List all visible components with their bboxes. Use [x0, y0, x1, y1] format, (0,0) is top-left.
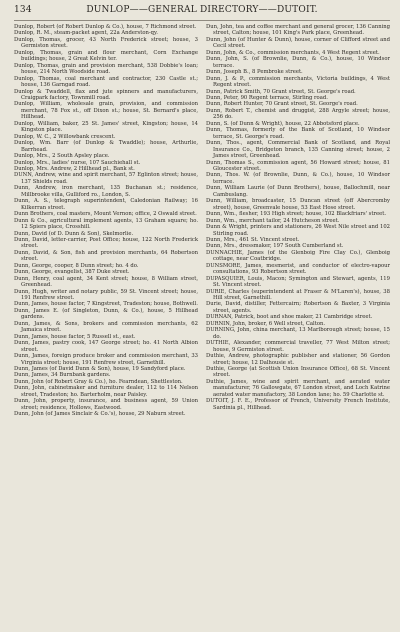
directory-entry: Dunn, A. S., telegraph superintendent, Caledonian Railway; 16 Kilkerran street.	[14, 198, 198, 211]
directory-entry: Dunn, John (of James Sinclair & Co.'s), house, 29 Naburn street.	[14, 411, 186, 418]
directory-entry: Dunn, William, broadcaster, 15 Duncan street (off Abercromby street), house, Greenvale house, 53 East Hose street.	[206, 198, 390, 211]
directory-entry: Dunn, Thos., agent, Commercial Bank of Scotland, and Royal Insurance Co., Bridgeton branch, 135 Canning street; house, 2 James street, Greenhead.	[206, 140, 390, 160]
directory-entry: Dunn, David, & Son, fish and provision merchants, 64 Robertson street.	[14, 249, 198, 263]
directory-entry: Dunn, James, & Sons, brokers and commission merchants, 62 Jamaica street.	[14, 320, 198, 334]
directory-entry: Dunn Brothers, coal masters, Mount Vernon; office, 2 Oswald street.	[14, 211, 197, 218]
directory-entry: Dunn, Wm., flesher, 193 High street; house, 102 Blackfriars' street.	[206, 211, 386, 218]
directory-entry: Dunlop, Thomas, grain and flour merchant, Corn Exchange buildings; house, 2 Great Kelvin ter.	[14, 49, 198, 63]
directory-entry: Dunn, Mrs., dressmaker, 197 South Cumberland st.	[206, 243, 344, 250]
directory-entry: Dunlop, Wm. Barr (of Dunlop & Twaddle); house, Arthurlie, Barrhead.	[14, 140, 198, 153]
directory-entry: Durie, David, distiller, Fettercairn; Robertson & Baxter, 3 Virginia street, agents.	[206, 301, 390, 314]
directory-entry: Dunlop & Twaddell, flax and jute spinners and manufacturers, Craigpark factory, Townmill road.	[14, 88, 198, 101]
directory-entry: Dunn, Thos. W. (of Brownlie, Dunn, & Co.), house, 10 Windsor terrace.	[206, 172, 390, 185]
directory-entry: Dunn, John, property, insurance, and business agent, 59 Union street; residence, Hollows, Eastwood.	[14, 398, 198, 411]
page-title: DUNLOP——GENERAL DIRECTORY——DUTOIT.	[86, 5, 318, 15]
directory-entry: DUNN, Andrew, wine and spirit merchant, 57 Eglinton street; house, 137 Shields road.	[14, 172, 198, 185]
directory-entry: Dunn, James, house factor, 5 Russell st., east.	[14, 333, 136, 340]
directory-entry: Dunn, James, foreign produce broker and commission merchant, 33 Virginia street; house, 191 Renfrew street, Garnethill.	[14, 353, 198, 366]
directory-entry: Dunlop, Mrs. Andrew, 2 Hillhead pl., Bank st.	[14, 165, 135, 172]
directory-entry: Dunn, James, house factor, 7 Kingstreet, Tradeston; house, Bothwell.	[14, 301, 198, 308]
page-number: 134	[14, 5, 32, 15]
directory-entry: Dunn, John, S. (of Brownlie, Dunn, & Co.), house, 10 Windsor terrace.	[206, 56, 390, 69]
directory-entry: Dunn, S. (of Dunn & Wright), house, 22 Abbotsford place.	[206, 120, 360, 127]
directory-entry: Dunlop, Mrs., 2 South Apsley place.	[14, 153, 110, 160]
directory-entry: Dunn, John, cabinetmaker and furniture dealer, 112 to 114 Nelson street, Tradeston; ho. Barterholm, near Paisley.	[14, 385, 198, 398]
directory-entry: Dunn & Co., agricultural implement agents, 13 Graham square; ho. 12 Spiers place, Crosshill.	[14, 217, 198, 231]
directory-entry: DURNING, John, china merchant, 13 Marlborough street; house, 15 do.	[206, 327, 390, 340]
directory-entry: Dunn, Robert T., chemist and druggist, 288 Argyle street; house, 256 do.	[206, 107, 390, 121]
directory-entry: DUPASQUIER, Louis, Macon; Symington and Stewart, agents, 119 St. Vincent street.	[206, 275, 390, 289]
directory-entry: Dunn, Andrew, iron merchant, 135 Buchanan st.; residence, Millbrooke villa, Gulliford ro., London, S.	[14, 185, 198, 198]
directory-entry: Duthie, James, wine and spirit merchant, and aerated water manufacturer, 76 Gallowgate, 67 London street, and Loch Katrine aerated water manufactory, 38 London lane; ho. 59 Charlotte st.	[206, 378, 390, 398]
directory-entry: Dun, John, tea and coffee merchant and general grocer, 136 Canning street, Calton; house, 101 King's Park place, Greenhead.	[206, 24, 391, 37]
directory-entry: Duthie, George (at Scottish Union Insurance Office), 68 St. Vincent street.	[206, 366, 390, 379]
directory-entry: Dunlop, Thomas, grain and provision merchant, 538 Dobbie's loan; house, 214 North Woodside road.	[14, 62, 198, 76]
directory-entry: Dunn, George, evangelist, 387 Duke street.	[14, 269, 130, 276]
directory-entry: Dunn, David, letter-carrier, Post Office; house, 122 North Frederick street.	[14, 236, 198, 250]
directory-entry: Dunlop, William, baker, 25 St. James' street, Kingston; house, 14 Kingston place.	[14, 120, 198, 134]
directory-entry: Dunn, Henry, coal agent, 34 Kent street; house, 8 William street, Greenhead.	[14, 275, 198, 289]
directory-entry: Dunn, William Laurie (of Dunn Brothers), house, Ballochmill, near Cambuslang.	[206, 185, 390, 198]
directory-entry: Dunn, James, 34 Burnbank gardens.	[14, 372, 111, 379]
directory-entry: DUTOIT, J. F. E., Professor of French, University French Institute, Sardinia pl., Hillhead.	[206, 398, 390, 411]
directory-entry: DUTHIE, Alexander, commercial traveller, 77 West Milton street; house, 9 Germiston street.	[206, 340, 390, 353]
directory-entry: Dunn, James, pastry cook, 147 George street; ho. 41 North Albion street.	[14, 340, 198, 353]
directory-entry: Dunn, Mrs., 461 St. Vincent street.	[206, 236, 300, 243]
directory-entry: Dunn & Wright, printers and stationers, 26 West Nile street and 102 Stirling road.	[206, 224, 390, 237]
directory-entry: Dunlop, Thomas, coal merchant and contractor, 230 Castle st.; house, 136 Garngad road.	[14, 75, 198, 89]
page-header	[14, 4, 390, 21]
directory-entry: Dunn, Robert Hunter, 70 Grant street, St. George's road.	[206, 101, 358, 108]
directory-entry: Dunn, John, & Co., commission merchants, 4 West Regent street.	[206, 49, 380, 56]
directory-entry: Dunn, Thomas, formerly of the Bank of Scotland, 10 Windsor terrace, St. George's road.	[206, 127, 390, 140]
directory-entry: Dunn, John (of Robert Gray & Co.), ho. Fearndean, Shettleston.	[14, 378, 183, 385]
directory-entry: Dunn, James E. (of Singleton, Dunn, & Co.), house, 5 Hillhead gardens.	[14, 307, 198, 321]
right-column	[206, 24, 390, 418]
directory-entry: Dunn, Wm., merchant tailor, 24 Hutcheson street.	[206, 217, 340, 224]
directory-entry: Dunn, Patrick Smith, 70 Grant street, St. George's road.	[206, 88, 356, 95]
left-column	[14, 24, 198, 418]
directory-entry: DURIE, Charles (superintendent at Fraser & M'Laren's), house, 38 Hill street, Garnethill.	[206, 288, 390, 302]
directory-entry: Dunn, John (of Hunter & Dunn), house, corner of Clifford street and Cecil street.	[206, 36, 390, 50]
directory-entry: DURNIN, John, broker, 6 Well street, Calton.	[206, 320, 326, 327]
directory-entry: Dunn, James (of David Dunn & Son), house, 19 Sandyford place.	[14, 366, 186, 373]
directory-entry: DUNNACHIE, James (of the Glenboig Fire Clay Co.), Glenboig cottage, near Coatbridge.	[206, 249, 390, 263]
directory-entry: Duthie, Andrew, photographic publisher and stationer, 56 Gordon street; house, 12 Dalhousie st.	[206, 353, 390, 366]
directory-entry: Dunlop, Robert (of Robert Dunlop & Co.), house, 7 Richmond street.	[14, 24, 197, 30]
directory-entry: Dunn, Peter, 90 Regent terrace, Stirling road.	[206, 94, 328, 101]
directory-entry: Dunn, Hugh, writer and notary public, 59 St. Vincent street; house, 191 Renfrew street.	[14, 288, 198, 302]
directory-columns	[14, 24, 390, 418]
directory-entry: Dunn, Joseph B., 8 Pembroke street.	[206, 69, 303, 76]
directory-entry: Dunn, David (of D. Dunn & Son), Skelmorlie.	[14, 230, 134, 237]
directory-entry: Dunlop, William, wholesale grain, provision, and commission merchant, 78 Fox st., off Dixon st.; house, St. Bernard's place, Hillhead.	[14, 101, 198, 121]
directory-entry: DUNSMORE, James, mesmerist, and conductor of electro-vapour consultations, 93 Robertson street.	[206, 262, 390, 276]
directory-entry: DURNAN, Patrick, boot and shoe maker, 21 Cambridge street.	[206, 314, 373, 321]
directory-entry: Dunn, George, cooper, 8 Dunn street; ho. 4 do.	[14, 262, 139, 269]
directory-entry: Dunlop, W. C., 2 Willowbank crescent.	[14, 133, 116, 140]
directory-entry: Dunn, J. & P., commission merchants, Victoria buildings, 4 West Regent street.	[206, 75, 390, 89]
directory-entry: Dunlop, R. M., steam-packet agent, 22a Anderston-qy.	[14, 30, 158, 37]
directory-entry: Dunlop, Mrs., ladies' nurse, 107 Sauchiehall st.	[14, 159, 141, 166]
directory-entry: Dunlop, Thomas, grocer, 43 North Frederick street; house, 3 Germiston street.	[14, 36, 198, 50]
directory-entry: Dunn, Thomas S., commission agent, 56 Howard street; house, 81 Gloucester street.	[206, 159, 390, 172]
